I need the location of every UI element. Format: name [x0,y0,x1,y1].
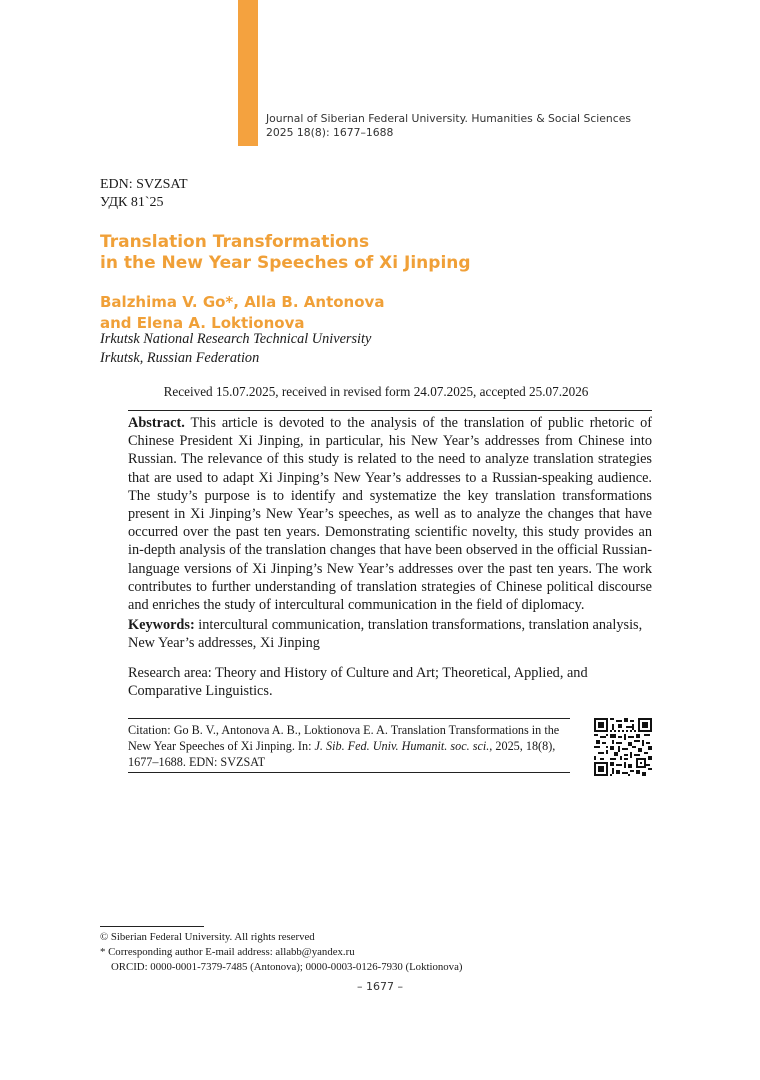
research-area: Research area: Theory and History of Culture and Art; Theoretical, Applied, and Comparative Linguistics. [128,665,588,700]
journal-header [266,112,631,140]
copyright-notice: © Siberian Federal University. All rights reserved [100,931,315,943]
corresponding-author: * Corresponding author E-mail address: allabb@yandex.ru [100,946,355,958]
edn-code: EDN: SVZSAT [100,177,188,192]
received-dates: Received 15.07.2025, received in revised form 24.07.2025, accepted 25.07.2026 [163,384,589,399]
citation [128,722,574,770]
authors [100,292,384,334]
keywords-text: intercultural communication, translation transformations, translation analysis, New Year’s addresses, Xi Jinping [128,617,643,652]
citation-divider-bottom [128,772,570,773]
abstract-text: This article is devoted to the analysis of the translation of public rhetoric of Chinese President Xi Jinping, in particular, his New Year’s addresses from Chinese into Russian. The relevance of this study is related to the need to analyze translation strategies that are used to adapt Xi Jinping’s New Year’s addresses to a Russian-speaking audience. The study’s purpose is to identify and systematize the key translation transformations present in Xi Jinping’s New Year’s speeches, as well as to analyze the changes that have occurred over the past ten years. Demonstrating scientific novelty, this study provides an in-depth analysis of the translation changes that have been observed in the official Russian-language versions of Xi Jinping’s New Year’s addresses over the past ten years. The work contributes to further understanding of translation strategies of Chinese political discourse and enriches the study of intercultural communication in the field of diplomacy. [128,415,652,614]
journal-issue: 2025 18(8): 1677–1688 [266,126,394,139]
abstract-divider [128,410,652,411]
footnote-divider [100,926,204,927]
keywords-label: Keywords: [128,617,195,633]
qr-code-icon[interactable] [594,718,652,776]
page-number: – 1677 – [357,980,403,993]
citation-divider-top [128,718,570,719]
authors-line-2: and Elena A. Loktionova [100,314,305,332]
identifiers [100,176,188,212]
udk-code: УДК 81`25 [100,195,164,210]
title-line-2: in the New Year Speeches of Xi Jinping [100,253,471,273]
citation-journal: J. Sib. Fed. Univ. Humanit. soc. sci. [314,739,490,753]
abstract-label: Abstract. [128,415,185,431]
affiliation-institution: Irkutsk National Research Technical University [100,331,372,347]
abstract [128,414,652,614]
authors-line-1: Balzhima V. Go*, Alla B. Antonova [100,293,385,311]
orcid-line: ORCID: 0000-0001-7379-7485 (Antonova); 0000-0003-0126-7930 (Loktionova) [111,961,463,973]
journal-accent-bar [238,0,258,146]
keywords [128,616,652,652]
affiliation-location: Irkutsk, Russian Federation [100,350,260,366]
affiliation [100,330,371,368]
citation-suffix: , 2025, 18(8), 1677–1688. EDN: SVZSAT [128,739,556,769]
citation-prefix: Citation: Go B. V., Antonova A. B., Loktionova E. A. Translation Transformations in the New Year Speeches of Xi Jinping. In: [128,723,560,753]
article-title [100,232,471,274]
footnotes [100,930,462,975]
title-line-1: Translation Transformations [100,232,370,252]
journal-name: Journal of Siberian Federal University. Humanities & Social Sciences [266,112,631,125]
